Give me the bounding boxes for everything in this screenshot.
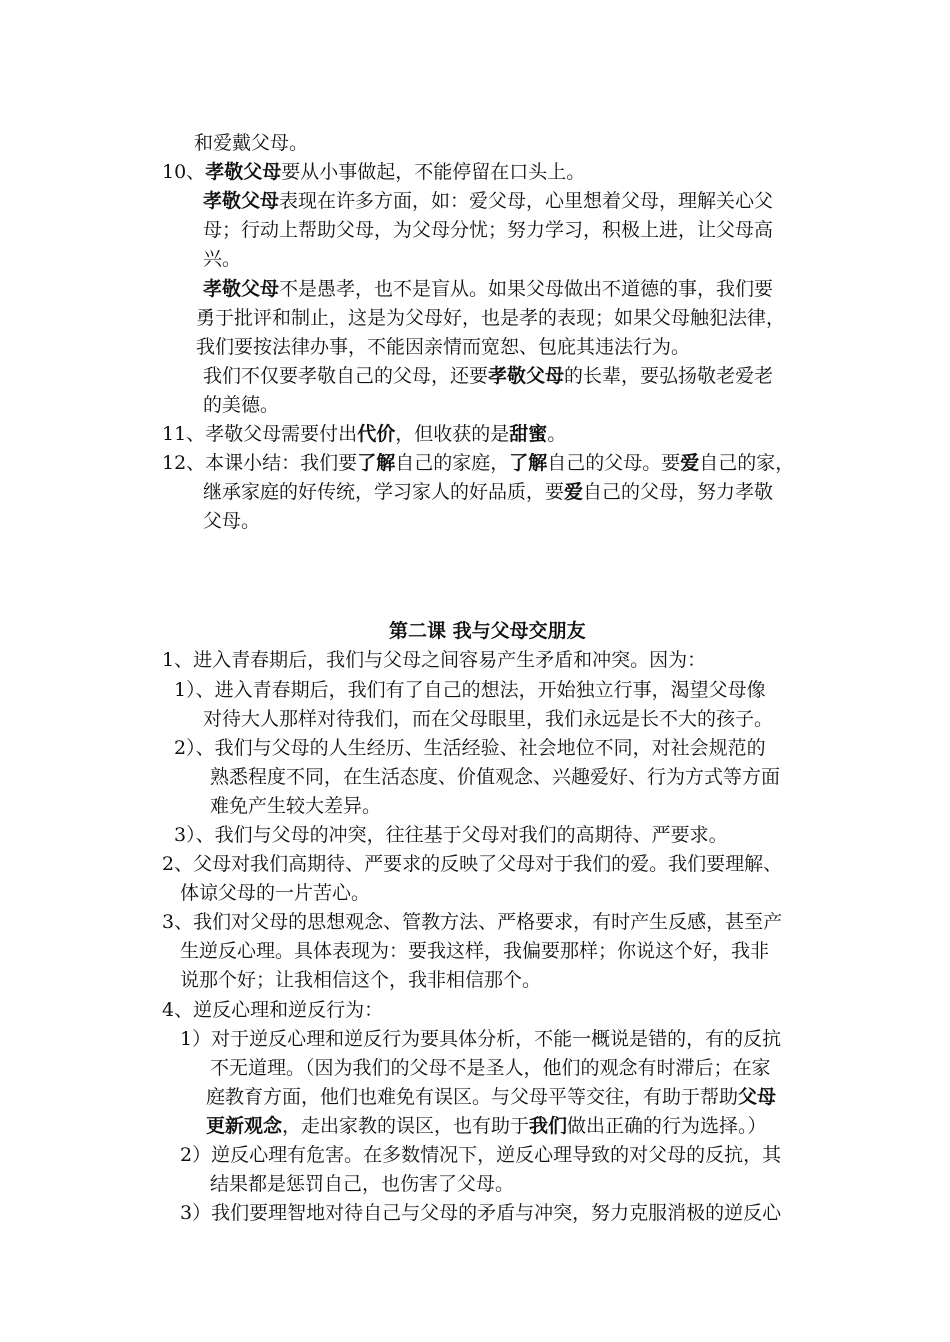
text-line: 难免产生较大差异。 <box>210 795 382 817</box>
text-line: 不无道理。（因为我们的父母不是圣人，他们的观念有时滞后；在家 <box>210 1057 771 1079</box>
text-line: 孝敬父母表现在许多方面，如：爱父母，心里想着父母，理解关心父 <box>203 190 774 212</box>
list-item-3: 3、我们对父母的思想观念、管教方法、严格要求，有时产生反感，甚至产 <box>162 911 783 933</box>
list-item-10: 10、孝敬父母要从小事做起，不能停留在口头上。 <box>162 161 586 183</box>
bold-term: 了解 <box>357 452 396 474</box>
bold-term: 爱 <box>564 481 584 503</box>
text-line: 父母。 <box>203 510 261 532</box>
text-line: 继承家庭的好传统，学习家人的好品质，要爱自己的父母，努力孝敬 <box>203 481 774 503</box>
bold-term: 孝敬父母 <box>488 365 565 387</box>
bold-term: 孝敬父母 <box>203 190 280 212</box>
text-line: 说那个好；让我相信这个，我非相信那个。 <box>180 969 542 991</box>
text-line: 兴。 <box>203 248 242 270</box>
sub-item-3: 3）我们要理智地对待自己与父母的矛盾与冲突，努力克服消极的逆反心 <box>180 1202 782 1224</box>
text-line: 勇于批评和制止，这是为父母好，也是孝的表现；如果父母触犯法律， <box>196 307 786 329</box>
list-item-2: 2、父母对我们高期待、严要求的反映了父母对于我们的爱。我们要理解、 <box>162 853 783 875</box>
bold-term: 孝敬父母 <box>205 161 282 183</box>
bold-term: 了解 <box>509 452 548 474</box>
bold-term: 爱 <box>680 452 700 474</box>
text-line: 结果都是惩罚自己，也伤害了父母。 <box>210 1173 515 1195</box>
text-line: 对待大人那样对待我们，而在父母眼里，我们永远是长不大的孩子。 <box>203 708 774 730</box>
section-title: 第二课 我与父母交朋友 <box>389 620 586 642</box>
bold-term: 父母 <box>738 1086 777 1108</box>
sub-item-2: 2）逆反心理有危害。在多数情况下，逆反心理导致的对父母的反抗，其 <box>180 1144 782 1166</box>
bold-term: 我们 <box>529 1115 568 1137</box>
bold-term: 代价 <box>357 423 396 445</box>
bold-term: 孝敬父母 <box>203 278 280 300</box>
text-line: 庭教育方面，他们也难免有误区。与父母平等交往，有助于帮助父母 <box>206 1086 777 1108</box>
text-line: 我们不仅要孝敬自己的父母，还要孝敬父母的长辈，要弘扬敬老爱老 <box>203 365 774 387</box>
bold-term: 更新观念 <box>206 1115 283 1137</box>
text-line: 熟悉程度不同，在生活态度、价值观念、兴趣爱好、行为方式等方面 <box>210 766 781 788</box>
text-line: 我们要按法律办事，不能因亲情而宽恕、包庇其违法行为。 <box>196 336 691 358</box>
list-item-12: 12、本课小结：我们要了解自己的家庭，了解自己的父母。要爱自己的家， <box>162 452 795 474</box>
text-line: 更新观念，走出家教的误区，也有助于我们做出正确的行为选择。） <box>206 1115 767 1137</box>
list-item-11: 11、孝敬父母需要付出代价，但收获的是甜蜜。 <box>162 423 567 445</box>
list-item-1: 1、进入青春期后，我们与父母之间容易产生矛盾和冲突。因为： <box>162 649 707 671</box>
text-line: 孝敬父母不是愚孝，也不是盲从。如果父母做出不道德的事，我们要 <box>203 278 774 300</box>
sub-item-1: 1）对于逆反心理和逆反行为要具体分析，不能一概说是错的，有的反抗 <box>180 1028 782 1050</box>
text-line: 生逆反心理。具体表现为：要我这样，我偏要那样；你说这个好，我非 <box>180 940 770 962</box>
sub-item-2: 2）、我们与父母的人生经历、生活经验、社会地位不同，对社会规范的 <box>174 737 766 759</box>
text-line: 母；行动上帮助父母，为父母分忧；努力学习，积极上进，让父母高 <box>203 219 774 241</box>
sub-item-3: 3）、我们与父母的冲突，往往基于父母对我们的高期待、严要求。 <box>174 824 728 846</box>
list-item-4: 4、逆反心理和逆反行为： <box>162 999 384 1021</box>
text-line: 和爱戴父母。 <box>194 132 309 154</box>
bold-term: 甜蜜 <box>509 423 548 445</box>
text-line: 体谅父母的一片苦心。 <box>180 882 371 904</box>
text-line: 的美德。 <box>203 394 280 416</box>
sub-item-1: 1）、进入青春期后，我们有了自己的想法，开始独立行事，渴望父母像 <box>174 679 766 701</box>
